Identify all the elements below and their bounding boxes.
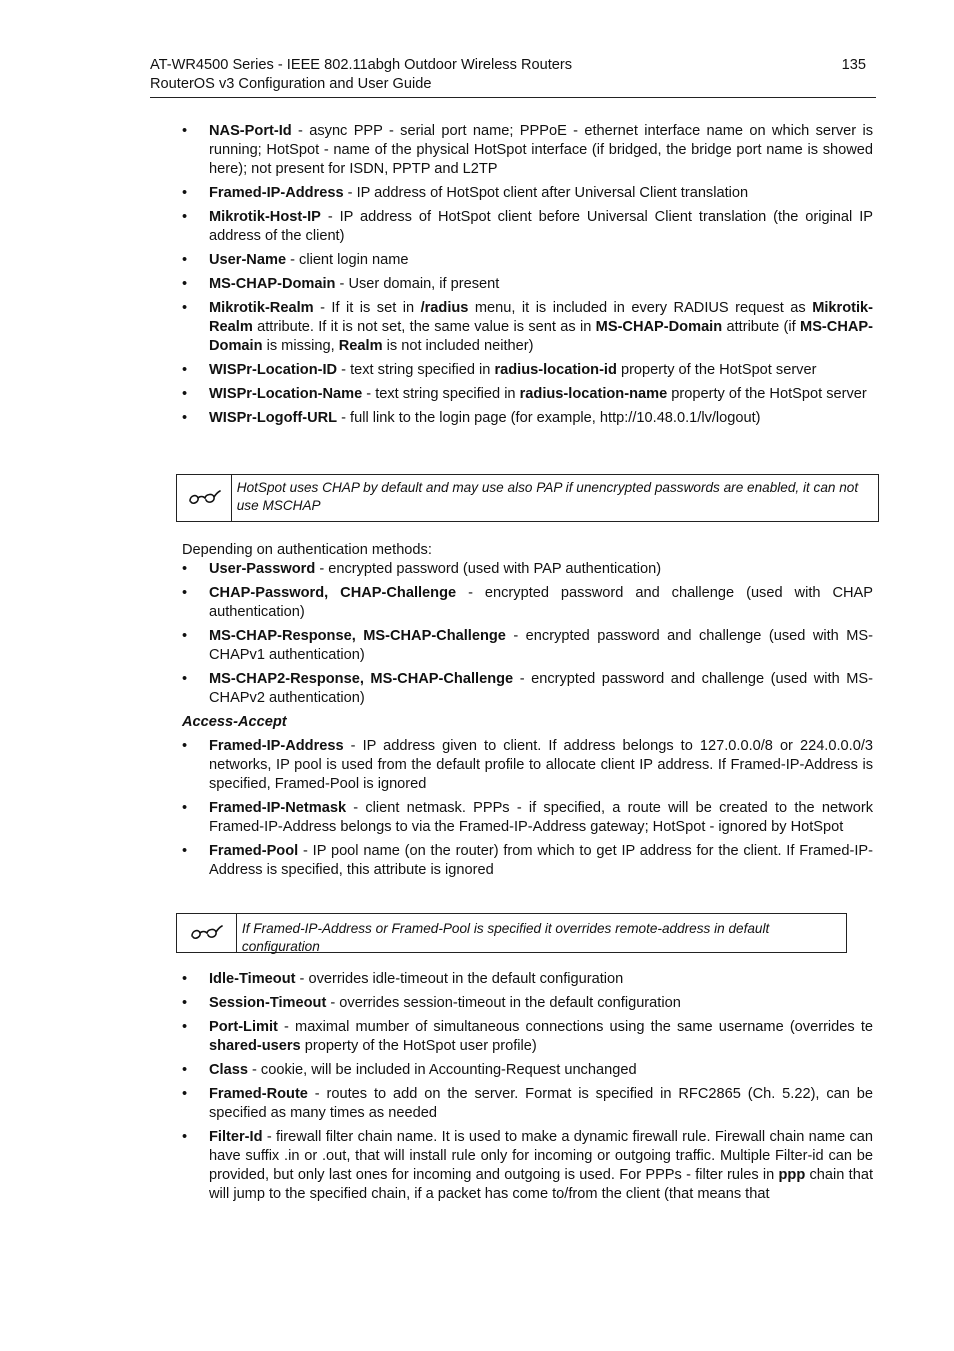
note-cell-icon bbox=[177, 475, 232, 521]
attribute-term: Framed-Pool bbox=[209, 843, 299, 859]
main-content bbox=[182, 122, 873, 433]
bullet-icon: • bbox=[182, 123, 188, 139]
attribute-term: WISPr-Logoff-URL bbox=[209, 410, 338, 426]
attribute-term: shared-users bbox=[209, 1038, 301, 1054]
attribute-list-access-accept bbox=[182, 737, 873, 880]
attribute-term: WISPr-Location-ID bbox=[209, 362, 338, 378]
list-item bbox=[182, 251, 873, 270]
item-text: - IP address of HotSpot client after Universal Client translation bbox=[343, 185, 749, 201]
attribute-term: radius-location-id bbox=[494, 362, 617, 378]
item-text: - routes to add on the server. Format is specified in RFC2865 (Ch. 5.22), can be specified as many times as needed bbox=[209, 1086, 873, 1121]
item-text: attribute. If it is not set, the same value is sent as in bbox=[252, 319, 596, 335]
attribute-term: MS-CHAP2-Response, MS-CHAP-Challenge bbox=[209, 671, 514, 687]
list-item bbox=[182, 275, 873, 294]
attribute-term: Framed-IP-Netmask bbox=[209, 800, 347, 816]
attribute-term: ppp bbox=[778, 1167, 806, 1183]
item-text: property of the HotSpot user profile) bbox=[300, 1038, 537, 1054]
attribute-term: radius-location-name bbox=[519, 386, 668, 402]
page-number: 135 bbox=[841, 57, 866, 73]
attribute-term: WISPr-Location-Name bbox=[209, 386, 363, 402]
item-text: is missing, bbox=[262, 338, 339, 354]
attribute-term: Framed-IP-Address bbox=[209, 738, 344, 754]
list-item bbox=[182, 1061, 873, 1080]
attribute-list-request bbox=[182, 122, 873, 428]
item-text: - client login name bbox=[286, 252, 409, 268]
attribute-term: MS-CHAP-Response, MS-CHAP-Challenge bbox=[209, 628, 506, 644]
list-item bbox=[182, 299, 873, 356]
attribute-list-limits bbox=[182, 970, 873, 1204]
note-cell-icon bbox=[177, 914, 237, 952]
bullet-icon: • bbox=[182, 362, 188, 378]
attribute-term: Class bbox=[209, 1062, 248, 1078]
header-title-line1: AT-WR4500 Series - IEEE 802.11abgh Outdoor Wireless Routers bbox=[150, 57, 573, 73]
note-box-chap bbox=[176, 474, 879, 522]
item-text: - IP pool name (on the router) from which to get IP address for the client. If Framed-IP-Address is specified, this attribute is ignored bbox=[209, 843, 873, 878]
bullet-icon: • bbox=[182, 561, 188, 577]
list-item bbox=[182, 627, 873, 665]
attribute-term: Mikrotik-Host-IP bbox=[209, 209, 321, 225]
note-text: HotSpot uses CHAP by default and may use also PAP if unencrypted passwords are enabled, it can not use MSCHAP bbox=[236, 480, 859, 513]
attribute-term: MS-CHAP-Domain bbox=[595, 319, 723, 335]
bullet-icon: • bbox=[182, 671, 188, 687]
attribute-term: Idle-Timeout bbox=[209, 971, 296, 987]
attribute-term: /radius bbox=[420, 300, 469, 316]
bullet-icon: • bbox=[182, 300, 188, 316]
attribute-term: User-Password bbox=[209, 561, 316, 577]
glasses-icon bbox=[189, 924, 223, 942]
list-item bbox=[182, 1018, 873, 1056]
bullet-icon: • bbox=[182, 738, 188, 754]
item-text: - overrides session-timeout in the default configuration bbox=[326, 995, 681, 1011]
item-text: - maximal mumber of simultaneous connections using the same username (overrides te bbox=[277, 1019, 873, 1035]
list-item bbox=[182, 842, 873, 880]
auth-section bbox=[182, 541, 873, 885]
attribute-list-auth bbox=[182, 560, 873, 708]
attribute-term: Mikrotik-Realm bbox=[209, 300, 873, 335]
item-text: property of the HotSpot server bbox=[616, 362, 817, 378]
bullet-icon: • bbox=[182, 971, 188, 987]
list-item bbox=[182, 361, 873, 380]
list-item bbox=[182, 584, 873, 622]
bullet-icon: • bbox=[182, 585, 188, 601]
auth-intro: Depending on authentication methods: bbox=[182, 542, 432, 558]
list-item bbox=[182, 970, 873, 989]
attribute-term: Filter-Id bbox=[209, 1129, 263, 1145]
bullet-icon: • bbox=[182, 1086, 188, 1102]
bullet-icon: • bbox=[182, 800, 188, 816]
list-item bbox=[182, 122, 873, 179]
bullet-icon: • bbox=[182, 1129, 188, 1145]
list-item bbox=[182, 560, 873, 579]
bullet-icon: • bbox=[182, 843, 188, 859]
note-text: If Framed-IP-Address or Framed-Pool is specified it overrides remote-address in default configuration bbox=[241, 921, 770, 954]
item-text: - text string specified in bbox=[337, 362, 495, 378]
bullet-icon: • bbox=[182, 252, 188, 268]
bullet-icon: • bbox=[182, 995, 188, 1011]
item-text: - async PPP - serial port name; PPPoE - ethernet interface name on which server is running; HotSpot - name of the physical HotSpot interface (if bridged, the bridge port name is showed here); not present for ISDN, PPTP and L2TP bbox=[209, 123, 873, 177]
item-text: - text string specified in bbox=[362, 386, 520, 402]
item-text: - firewall filter chain name. It is used to make a dynamic firewall rule. Firewall chain name can have suffix .in or .out, that will install rule only for incoming or outgoing traffic. Multiple Filter-id can be provided, but only last ones for incoming and outgoing is used. For PPPs - filter rules in bbox=[209, 1129, 873, 1183]
item-text: - If it is set in bbox=[313, 300, 421, 316]
bullet-icon: • bbox=[182, 628, 188, 644]
item-text: - cookie, will be included in Accounting-Request unchanged bbox=[247, 1062, 637, 1078]
glasses-icon bbox=[187, 489, 221, 507]
bullet-icon: • bbox=[182, 386, 188, 402]
attribute-term: CHAP-Password, CHAP-Challenge bbox=[209, 585, 457, 601]
item-text: chain that will jump to the specified chain, if a packet has come to/from the client (that means that bbox=[209, 1167, 873, 1202]
list-item bbox=[182, 737, 873, 794]
attribute-term: Framed-IP-Address bbox=[209, 185, 344, 201]
item-text: attribute (if bbox=[722, 319, 801, 335]
item-text: - IP address given to client. If address belongs to 127.0.0.0/8 or 224.0.0.0/3 networks, IP pool is used from the default profile to allocate client IP address. If Framed-IP-Address is specified, Framed-Pool is ignored bbox=[209, 738, 873, 792]
item-text: - encrypted password and challenge (used with MS-CHAPv1 authentication) bbox=[209, 628, 873, 663]
list-item bbox=[182, 385, 873, 404]
attribute-term: NAS-Port-Id bbox=[209, 123, 292, 139]
attribute-term: MS-CHAP-Domain bbox=[209, 319, 873, 354]
item-text: - client netmask. PPPs - if specified, a route will be created to the network Framed-IP-Address belongs to via the Framed-IP-Address gateway; HotSpot - ignored by HotSpot bbox=[209, 800, 873, 835]
attribute-term: Session-Timeout bbox=[209, 995, 327, 1011]
item-text: - overrides idle-timeout in the default configuration bbox=[295, 971, 624, 987]
bullet-icon: • bbox=[182, 1019, 188, 1035]
item-text: is not included neither) bbox=[382, 338, 534, 354]
attribute-term: MS-CHAP-Domain bbox=[209, 276, 336, 292]
bullet-icon: • bbox=[182, 209, 188, 225]
list-item bbox=[182, 670, 873, 708]
item-text: - full link to the login page (for example, http://10.48.0.1/lv/logout) bbox=[337, 410, 761, 426]
list-item bbox=[182, 409, 873, 428]
note-box-framed bbox=[176, 913, 847, 953]
item-text: - User domain, if present bbox=[335, 276, 500, 292]
bullet-icon: • bbox=[182, 276, 188, 292]
list-item bbox=[182, 994, 873, 1013]
section-heading-access-accept: Access-Accept bbox=[182, 714, 287, 730]
list-item bbox=[182, 184, 873, 203]
attribute-term: Framed-Route bbox=[209, 1086, 308, 1102]
bullet-icon: • bbox=[182, 185, 188, 201]
item-text: menu, it is included in every RADIUS request as bbox=[468, 300, 813, 316]
item-text: - encrypted password and challenge (used with CHAP authentication) bbox=[209, 585, 873, 620]
header-title-line2: RouterOS v3 Configuration and User Guide bbox=[150, 76, 432, 92]
bullet-icon: • bbox=[182, 1062, 188, 1078]
list-item bbox=[182, 799, 873, 837]
timeout-section bbox=[182, 970, 873, 1209]
page-header bbox=[150, 56, 876, 98]
item-text: - encrypted password and challenge (used with MS-CHAPv2 authentication) bbox=[209, 671, 873, 706]
list-item bbox=[182, 208, 873, 246]
attribute-term: User-Name bbox=[209, 252, 287, 268]
item-text: - IP address of HotSpot client before Universal Client translation (the original IP address of the client) bbox=[209, 209, 873, 244]
list-item bbox=[182, 1085, 873, 1123]
bullet-icon: • bbox=[182, 410, 188, 426]
attribute-term: Port-Limit bbox=[209, 1019, 278, 1035]
attribute-term: Realm bbox=[338, 338, 383, 354]
item-text: - encrypted password (used with PAP authentication) bbox=[315, 561, 662, 577]
item-text: property of the HotSpot server bbox=[667, 386, 867, 402]
list-item bbox=[182, 1128, 873, 1204]
attribute-term: Mikrotik-Realm bbox=[209, 300, 314, 316]
